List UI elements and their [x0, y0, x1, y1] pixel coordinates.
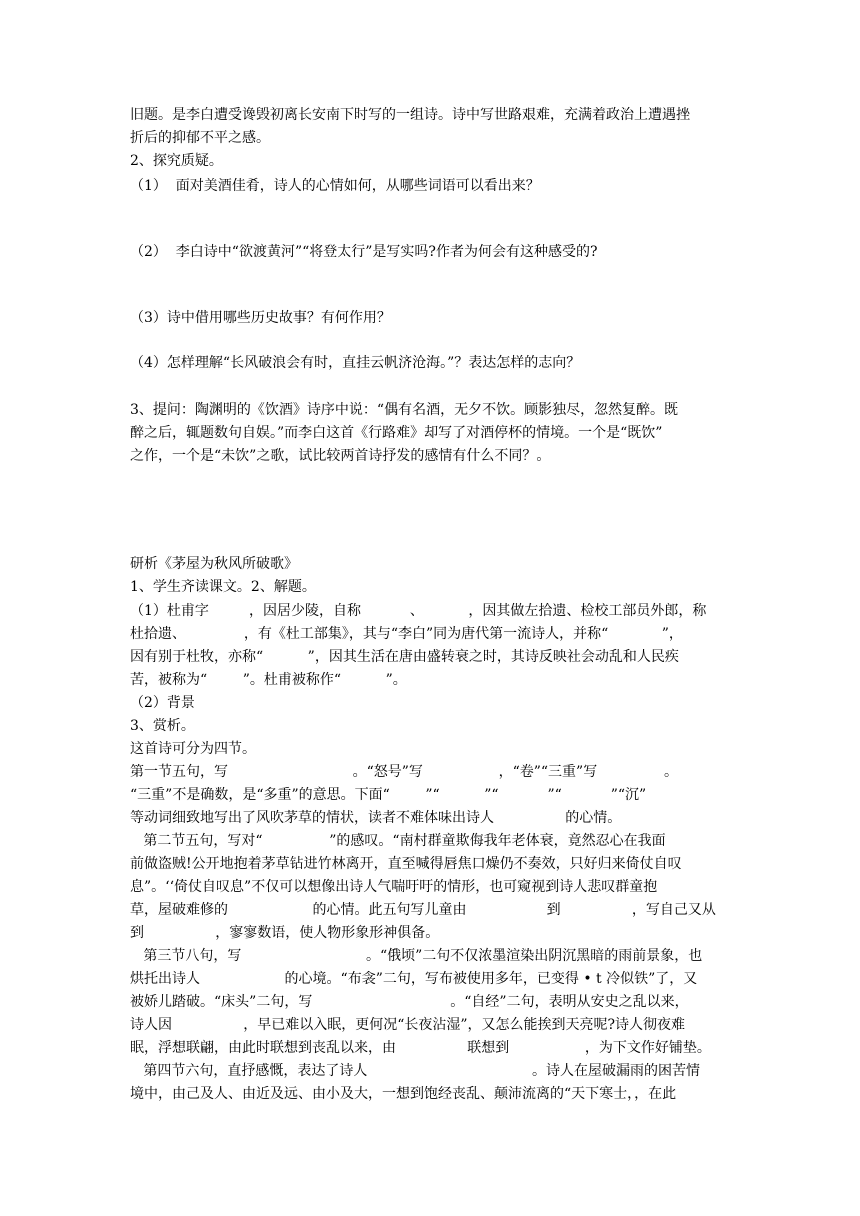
step-line: 3、赏析。 [130, 718, 195, 734]
explain-line: 杜拾遗、 ，有《杜工部集》，其与“李白”同为唐代第一流诗人，并称“ ”， [130, 626, 683, 642]
question-5-line: 之作，一个是“未饮”之歌，试比较两首诗抒发的感情有什么不同？。 [130, 448, 551, 464]
question-4: （4）怎样理解“长风破浪会有时，直挂云帆济沧海。”？表达怎样的志向？ [130, 355, 581, 371]
paragraph-line: 前做盗贼!公开地抱着茅草钻进竹林离开，直至喊得唇焦口燥仍不奏效，只好归来倚仗自叹 [130, 856, 682, 872]
explain-line: 苦，被称为“ ”。杜甫被称作“ ”。 [130, 672, 407, 688]
paragraph-line: 到 ，寥寥数语，使人物形象形神俱备。 [130, 925, 440, 941]
paragraph-line: 息”。‘‘倚仗自叹息”不仅可以想像出诗人气喘吁吁的情形，也可窥视到诗人悲叹群童抱 [130, 879, 658, 895]
paragraph-line: 烘托出诗人 的心境。“布衾”二句，写布被使用多年，已变得 • t 冷似铁”了，又 [130, 971, 698, 987]
paragraph-line: 第二节五句，写对“ ”的感叹。“南村群童欺侮我年老体衰，竟然忍心在我面 [130, 833, 666, 849]
paragraph-line: 眠，浮想联翩，由此时联想到丧乱以来，由 联想到 ，为下文作好铺垫。 [130, 1040, 711, 1056]
explain-line: 因有别于杜牧，亦称“ ”，因其生活在唐由盛转衰之时，其诗反映社会动乱和人民疾 [130, 649, 679, 665]
paragraph-line: 等动词细致地写出了风吹茅草的情状，读者不难体味出诗人 的心情。 [130, 810, 622, 826]
paragraph-line: 境中，由己及人、由近及远、由小及大，一想到饱经丧乱、颠沛流离的“天下寒士，，在此 [130, 1086, 677, 1102]
paragraph-line: 草，屋破难修的 的心情。此五句写儿童由 到 ，写自己又从 [130, 902, 716, 918]
intro-text-line: 折后的抑郁不平之感。 [130, 130, 270, 146]
paragraph-line: 这首诗可分为四节。 [130, 741, 256, 757]
explain-line: （1）杜甫字 ，因居少陵，自称 、 ，因其做左拾遗、检校工部员外郎，称 [130, 603, 707, 619]
intro-text-line: 旧题。是李白遭受谗毁初离长安南下时写的一组诗。诗中写世路艰难，充满着政治上遭遇挫 [130, 107, 690, 123]
background-line: （2）背景 [130, 695, 195, 711]
paragraph-line: 被娇儿踏破。“床头”二句，写 。“自经”二句，表明从安史之乱以来， [130, 994, 689, 1010]
question-2: （2） 李白诗中“欲渡黄河”“将登太行”是写实吗?作者为何会有这种感受的? [130, 244, 598, 260]
paragraph-line: 第四节六句，直抒感慨，表达了诗人 。诗人在屋破漏雨的困苦情 [130, 1063, 701, 1079]
paragraph-line: “三重”不是确数，是“多重”的意思。下面“ ”“ ”“ ”“ ”“沉” [130, 787, 647, 803]
question-3: （3）诗中借用哪些历史故事？有何作用？ [130, 310, 391, 326]
question-1: （1） 面对美酒佳肴，诗人的心情如何，从哪些词语可以看出来？ [130, 178, 540, 194]
paragraph-line: 第一节五句，写 。“怒号”写 ，“卷”“三重”写 。 [130, 764, 678, 780]
paragraph-line: 诗人因 ，早已难以入眠，更何况“长夜沾湿”，又怎么能挨到天亮呢?诗人彻夜难 [130, 1017, 686, 1033]
paragraph-line: 第三节八句，写 。“俄顷”二句不仅浓墨渲染出阴沉黑暗的雨前景象，也 [130, 948, 703, 964]
section-title: 研析《茅屋为秋风所破歌》 [130, 556, 298, 572]
section-heading: 2、探究质疑。 [130, 153, 223, 169]
question-5-line: 醉之后，辄题数句自娱。”而李白这首《行路难》却写了对酒停杯的情境。一个是“既饮” [130, 425, 663, 441]
step-line: 1、学生齐读课文。2、解题。 [130, 579, 316, 595]
question-5-line: 3、提问：陶渊明的《饮酒》诗序中说：“偶有名酒，无夕不饮。顾影独尽，忽然复醉。既 [130, 402, 679, 418]
